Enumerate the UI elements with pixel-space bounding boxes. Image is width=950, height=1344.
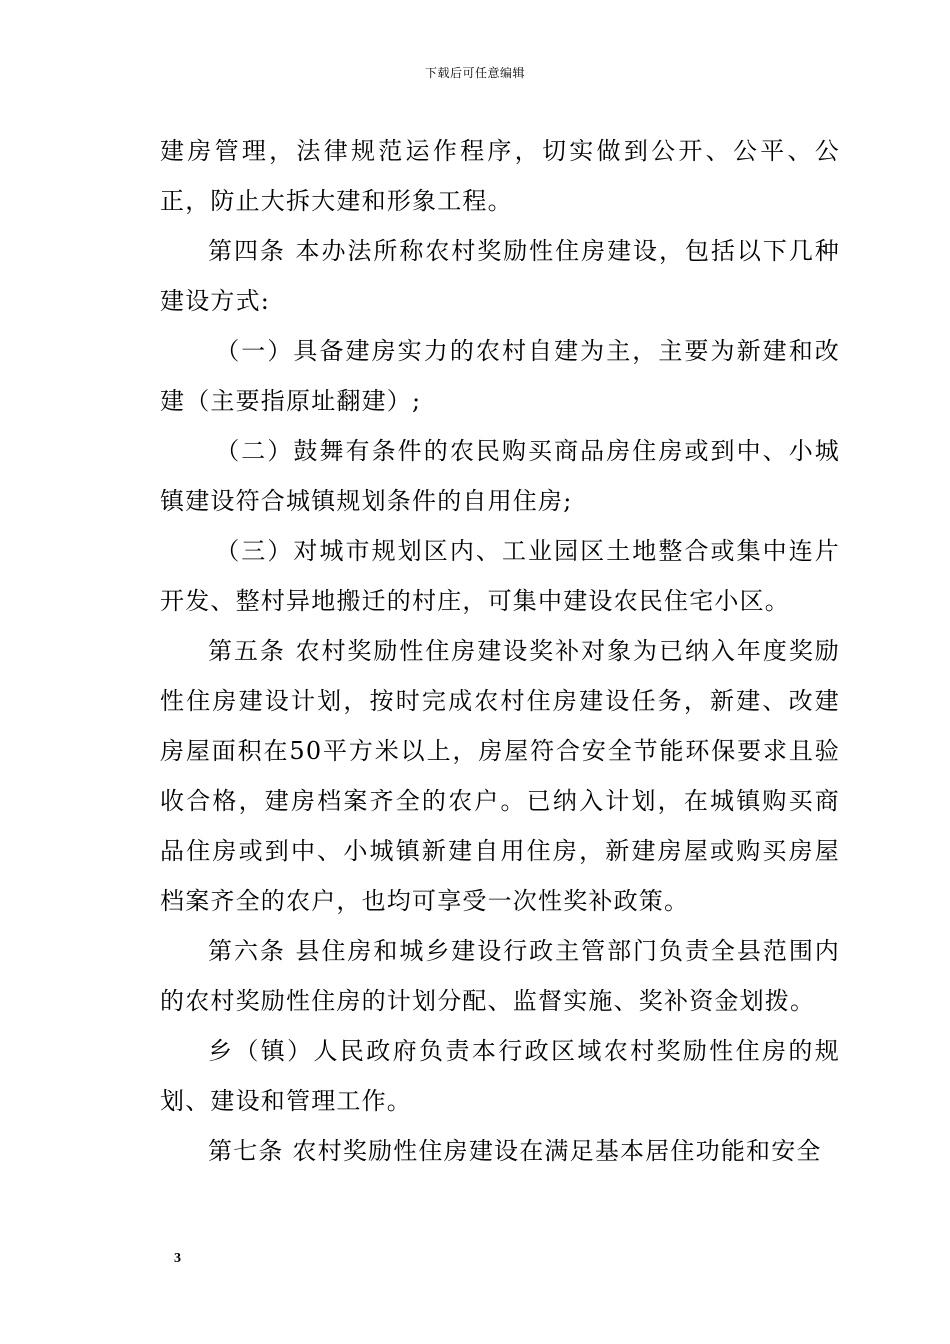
paragraph: 第七条 农村奖励性住房建设在满足基本居住功能和安全 xyxy=(208,1137,822,1165)
page-number: 3 xyxy=(174,1251,181,1266)
document-body xyxy=(160,126,840,1176)
paragraph: 第四条 本办法所称农村奖励性住房建设，包括以下几种建设方式: xyxy=(160,237,840,315)
paragraph: （三）对城市规划区内、工业园区土地整合或集中连片开发、整村异地搬迁的村庄，可集中建设农民住宅小区。 xyxy=(160,537,840,615)
paragraph: 第六条 县住房和城乡建设行政主管部门负责全县范围内的农村奖励性住房的计划分配、监督实施、奖补资金划拨。 xyxy=(160,937,840,1015)
paragraph: 乡（镇）人民政府负责本行政区域农村奖励性住房的规划、建设和管理工作。 xyxy=(160,1037,840,1115)
page-header: 下载后可任意编辑 xyxy=(424,66,525,80)
paragraph: （二）鼓舞有条件的农民购买商品房住房或到中、小城镇建设符合城镇规划条件的自用住房; xyxy=(160,437,840,515)
paragraph: 第五条 农村奖励性住房建设奖补对象为已纳入年度奖励性住房建设计划，按时完成农村住房建设任务，新建、改建房屋面积在50平方米以上，房屋符合安全节能环保要求且验收合格，建房档案齐全的农户。已纳入计划，在城镇购买商品住房或到中、小城镇新建自用住房，新建房屋或购买房屋档案齐全的农户，也均可享受一次性奖补政策。 xyxy=(160,637,840,915)
paragraph: 建房管理，法律规范运作程序，切实做到公开、公平、公正，防止大拆大建和形象工程。 xyxy=(160,137,840,215)
paragraph: （一）具备建房实力的农村自建为主，主要为新建和改建（主要指原址翻建）; xyxy=(160,337,840,415)
